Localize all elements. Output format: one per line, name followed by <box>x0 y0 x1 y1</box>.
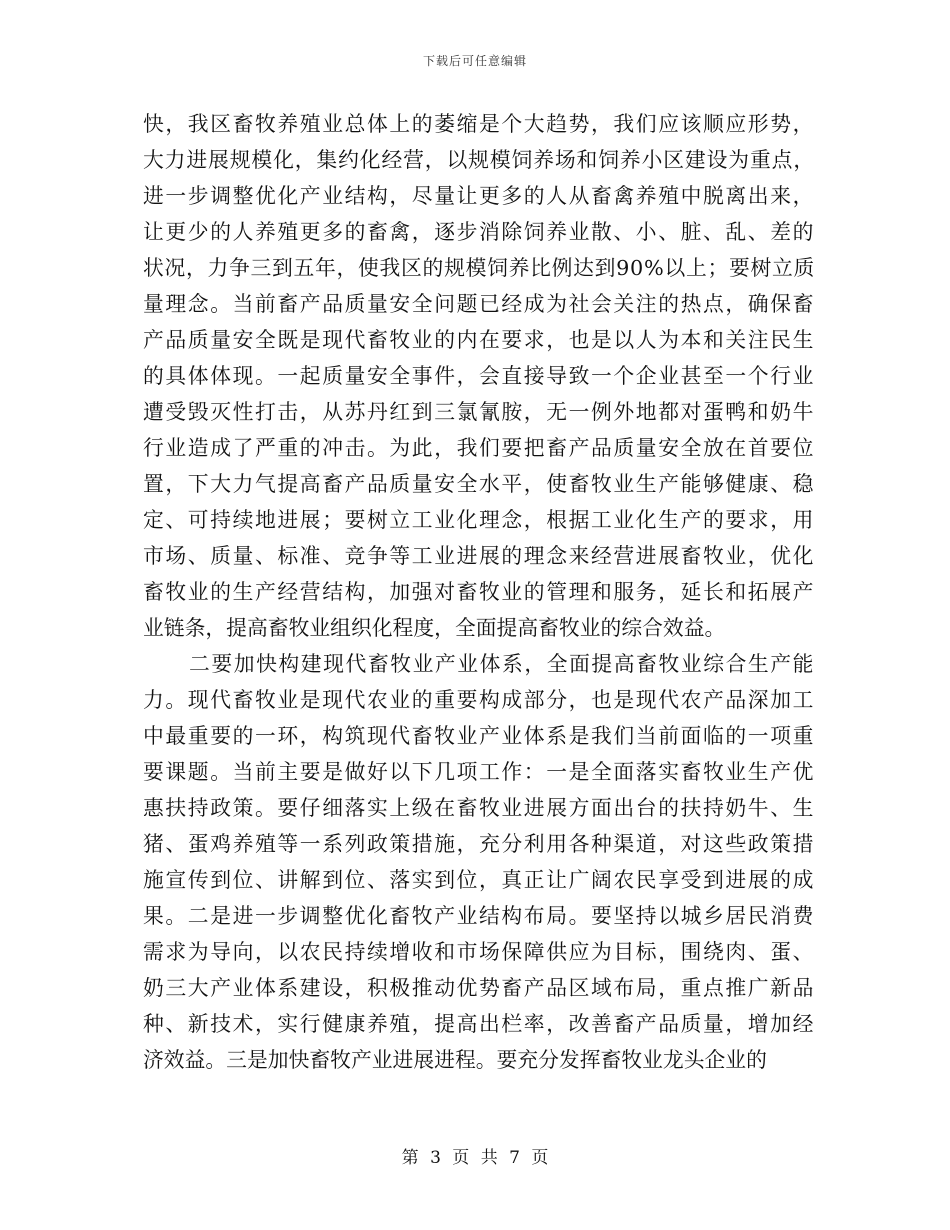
text-line: 的具体体现。一起质量安全事件，会直接导致一个企业甚至一个行业 <box>143 364 815 388</box>
text-line: 产品质量安全既是现代畜牧业的内在要求，也是以人为本和关注民生 <box>143 328 815 352</box>
text-line: 施宣传到位、讲解到位、落实到位，真正让广阔农民享受到进展的成 <box>143 868 815 892</box>
text-line: 进一步调整优化产业结构，尽量让更多的人从畜禽养殖中脱离出来， <box>143 184 815 208</box>
text-line: 奶三大产业体系建设，积极推动优势畜产品区域布局，重点推广新品 <box>143 976 815 1000</box>
page-footer: 第 3 页 共 7 页 <box>401 1148 549 1168</box>
text-line: 二要加快构建现代畜牧业产业体系，全面提高畜牧业综合生产能 <box>189 652 815 676</box>
text-line: 济效益。三是加快畜牧产业进展进程。要充分发挥畜牧业龙头企业的 <box>143 1048 767 1072</box>
text-line: 种、新技术，实行健康养殖，提高出栏率，改善畜产品质量，增加经 <box>143 1012 815 1036</box>
text-line: 力。现代畜牧业是现代农业的重要构成部分，也是现代农产品深加工 <box>143 688 815 712</box>
text-line: 让更少的人养殖更多的畜禽，逐步消除饲养业散、小、脏、乱、差的 <box>143 220 815 244</box>
text-line: 快，我区畜牧养殖业总体上的萎缩是个大趋势，我们应该顺应形势， <box>143 112 815 136</box>
text-line: 市场、质量、标准、竞争等工业进展的理念来经营进展畜牧业，优化 <box>143 544 815 568</box>
text-line: 行业造成了严重的冲击。为此，我们要把畜产品质量安全放在首要位 <box>143 436 815 460</box>
text-line: 要课题。当前主要是做好以下几项工作：一是全面落实畜牧业生产优 <box>143 760 815 784</box>
text-line: 遭受毁灭性打击，从苏丹红到三氯氰胺，无一例外地都对蛋鸭和奶牛 <box>143 400 815 424</box>
text-line: 猪、蛋鸡养殖等一系列政策措施，充分利用各种渠道，对这些政策措 <box>143 832 815 856</box>
body-text <box>143 106 815 1078</box>
text-line: 量理念。当前畜产品质量安全问题已经成为社会关注的热点，确保畜 <box>143 292 815 316</box>
text-line: 需求为导向，以农民持续增收和市场保障供应为目标，围绕肉、蛋、 <box>143 940 815 964</box>
text-line: 畜牧业的生产经营结构，加强对畜牧业的管理和服务，延长和拓展产 <box>143 580 815 604</box>
text-line: 状况，力争三到五年，使我区的规模饲养比例达到90%以上；要树立质 <box>143 256 815 280</box>
text-line: 置，下大力气提高畜产品质量安全水平，使畜牧业生产能够健康、稳 <box>143 472 815 496</box>
text-line: 惠扶持政策。要仔细落实上级在畜牧业进展方面出台的扶持奶牛、生 <box>143 796 815 820</box>
text-line: 果。二是进一步调整优化畜牧产业结构布局。要坚持以城乡居民消费 <box>143 904 815 928</box>
text-line: 业链条，提高畜牧业组织化程度，全面提高畜牧业的综合效益。 <box>143 616 726 640</box>
text-line: 定、可持续地进展；要树立工业化理念，根据工业化生产的要求，用 <box>143 508 815 532</box>
text-line: 大力进展规模化，集约化经营，以规模饲养场和饲养小区建设为重点， <box>143 148 815 172</box>
text-line: 中最重要的一环，构筑现代畜牧业产业体系是我们当前面临的一项重 <box>143 724 815 748</box>
page-header: 下载后可任意编辑 <box>422 54 527 68</box>
